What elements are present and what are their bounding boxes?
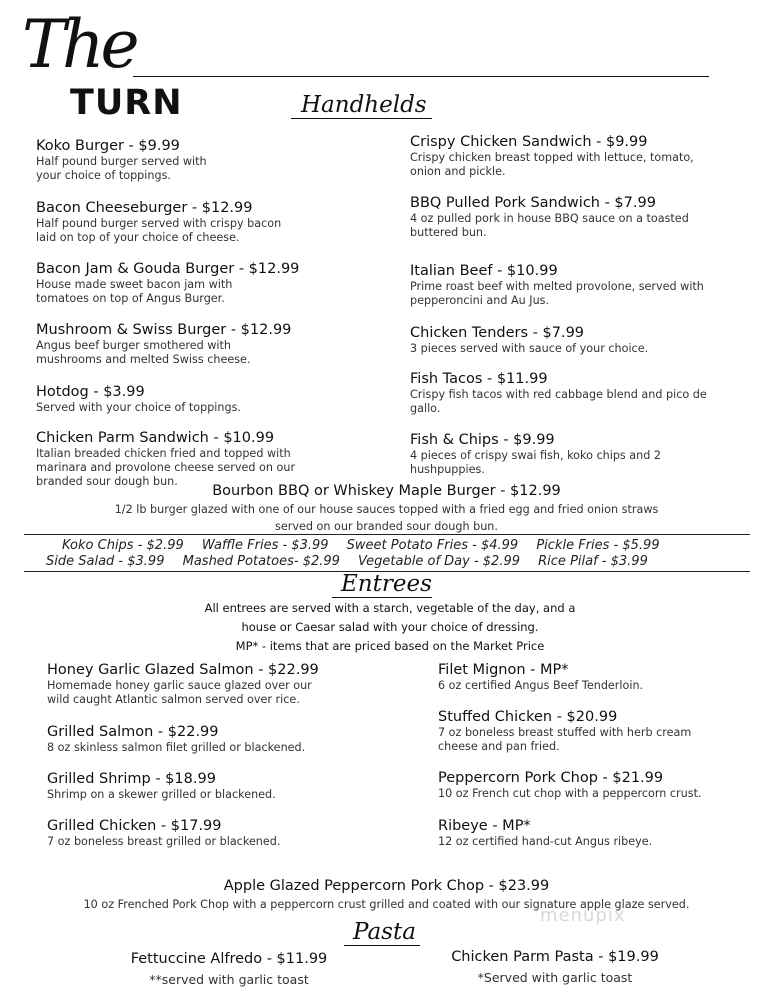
item-name: BBQ Pulled Pork Sandwich - $7.99 [410, 195, 656, 211]
menu-item [36, 138, 207, 183]
menu-item [36, 322, 291, 367]
item-name: Filet Mignon - MP* [438, 662, 569, 678]
item-desc: **served with garlic toast [149, 972, 309, 987]
side-item: Koko Chips - $2.99 [62, 538, 184, 553]
menu-item [100, 951, 358, 988]
side-item: Waffle Fries - $3.99 [201, 538, 329, 553]
menu-item [410, 195, 689, 240]
item-desc: 7 oz boneless breast stuffed with herb cream cheese and pan fried. [438, 726, 692, 753]
item-name: Grilled Shrimp - $18.99 [47, 771, 216, 787]
item-desc: 3 pieces served with sauce of your choice. [410, 342, 649, 355]
item-desc: Half pound burger served with crispy bacon laid on top of your choice of cheese. [36, 217, 282, 244]
entrees-title: Entrees [341, 571, 432, 597]
item-desc: 10 oz French cut chop with a peppercorn crust. [438, 787, 702, 800]
item-name: Bourbon BBQ or Whiskey Maple Burger - $12.99 [212, 483, 561, 499]
menu-item [47, 662, 319, 707]
item-name: Honey Garlic Glazed Salmon - $22.99 [47, 662, 319, 678]
handhelds-title: Handhelds [301, 92, 427, 118]
item-name: Fettuccine Alfredo - $11.99 [130, 951, 328, 967]
item-desc: Crispy fish tacos with red cabbage blend and pico de gallo. [410, 388, 707, 415]
side-item: Rice Pilaf - $3.99 [538, 554, 648, 569]
side-item: Sweet Potato Fries - $4.99 [346, 538, 519, 553]
watermark: menupix [540, 905, 626, 926]
menu-item [438, 818, 652, 849]
item-name: Mushroom & Swiss Burger - $12.99 [36, 322, 292, 338]
logo-turn-word: TURN [70, 83, 183, 123]
menu-item [36, 384, 241, 415]
side-item: Pickle Fries - $5.99 [536, 538, 660, 553]
menu-item [410, 263, 704, 308]
item-desc: 7 oz boneless breast grilled or blackened. [47, 835, 281, 848]
entrees-note: All entrees are served with a starch, vegetable of the day, and a house or Caesar salad with your choice of dressing. MP* - items that are priced based on the Market Price [204, 601, 576, 653]
menu-item [47, 818, 280, 849]
item-name: Grilled Chicken - $17.99 [47, 818, 222, 834]
item-name: Italian Beef - $10.99 [410, 263, 558, 279]
item-name: Chicken Parm Sandwich - $10.99 [36, 430, 275, 446]
item-name: Ribeye - MP* [438, 818, 531, 834]
item-desc: Shrimp on a skewer grilled or blackened. [47, 788, 276, 801]
menu-item [410, 134, 694, 179]
entrees-title-underline [332, 597, 432, 598]
item-desc: 12 oz certified hand-cut Angus ribeye. [438, 835, 653, 848]
item-name: Chicken Parm Pasta - $19.99 [451, 949, 659, 965]
item-desc: 4 oz pulled pork in house BBQ sauce on a toasted buttered bun. [410, 212, 689, 239]
item-desc: Half pound burger served with your choice of toppings. [36, 155, 207, 182]
item-name: Chicken Tenders - $7.99 [410, 325, 585, 341]
sides-row-2 [46, 554, 662, 570]
item-desc: 4 pieces of crispy swai fish, koko chips and 2 hushpuppies. [410, 449, 662, 476]
item-desc: *Served with garlic toast [477, 970, 633, 985]
item-name: Fish Tacos - $11.99 [410, 371, 548, 387]
item-desc: Served with your choice of toppings. [36, 401, 241, 414]
menu-item [36, 261, 299, 306]
item-desc: Prime roast beef with melted provolone, served with pepperoncini and Au Jus. [410, 280, 704, 307]
header-rule [133, 76, 709, 77]
item-name: Fish & Chips - $9.99 [410, 432, 555, 448]
item-desc: Italian breaded chicken fried and topped with marinara and provolone cheese served on our branded sour dough bun. [36, 447, 296, 488]
item-name: Stuffed Chicken - $20.99 [438, 709, 618, 725]
item-name: Hotdog - $3.99 [36, 384, 145, 400]
menu-item [438, 709, 691, 754]
item-name: Bacon Cheeseburger - $12.99 [36, 200, 253, 216]
item-name: Grilled Salmon - $22.99 [47, 724, 219, 740]
item-desc: Crispy chicken breast topped with lettuce, tomato, onion and pickle. [410, 151, 694, 178]
menu-item [410, 325, 648, 356]
side-item: Side Salad - $3.99 [46, 554, 165, 569]
item-name: Crispy Chicken Sandwich - $9.99 [410, 134, 648, 150]
menu-item [47, 771, 276, 802]
sides-top-rule [24, 534, 750, 535]
featured-item [20, 878, 753, 912]
item-desc: Angus beef burger smothered with mushrooms and melted Swiss cheese. [36, 339, 251, 366]
item-name: Koko Burger - $9.99 [36, 138, 180, 154]
pasta-title-underline [344, 945, 420, 946]
menu-item [36, 200, 281, 245]
featured-item [40, 483, 733, 535]
item-desc: Homemade honey garlic sauce glazed over our wild caught Atlantic salmon served over rice. [47, 679, 312, 706]
logo-the-word: The [22, 6, 136, 83]
item-name: Bacon Jam & Gouda Burger - $12.99 [36, 261, 300, 277]
item-desc: 8 oz skinless salmon filet grilled or blackened. [47, 741, 306, 754]
menu-item [438, 662, 643, 693]
menu-item [47, 724, 305, 755]
item-name: Peppercorn Pork Chop - $21.99 [438, 770, 664, 786]
item-desc: 10 oz Frenched Pork Chop with a peppercorn crust grilled and coated with our signature apple glaze served. [83, 898, 690, 911]
menu-item [410, 432, 661, 477]
sides-row-1 [62, 538, 674, 554]
pasta-title: Pasta [353, 919, 416, 945]
item-desc: 1/2 lb burger glazed with one of our house sauces topped with a fried egg and fried onion straws served on our branded sour dough bun. [114, 503, 659, 533]
item-name: Apple Glazed Peppercorn Pork Chop - $23.99 [223, 878, 550, 894]
handhelds-title-underline [291, 118, 432, 119]
menu-item [420, 949, 690, 986]
side-item: Mashed Potatoes- $2.99 [182, 554, 340, 569]
side-item: Vegetable of Day - $2.99 [358, 554, 520, 569]
menu-item [438, 770, 702, 801]
item-desc: House made sweet bacon jam with tomatoes on top of Angus Burger. [36, 278, 233, 305]
menu-item [410, 371, 707, 416]
menu-item [36, 430, 295, 489]
item-desc: 6 oz certified Angus Beef Tenderloin. [438, 679, 644, 692]
